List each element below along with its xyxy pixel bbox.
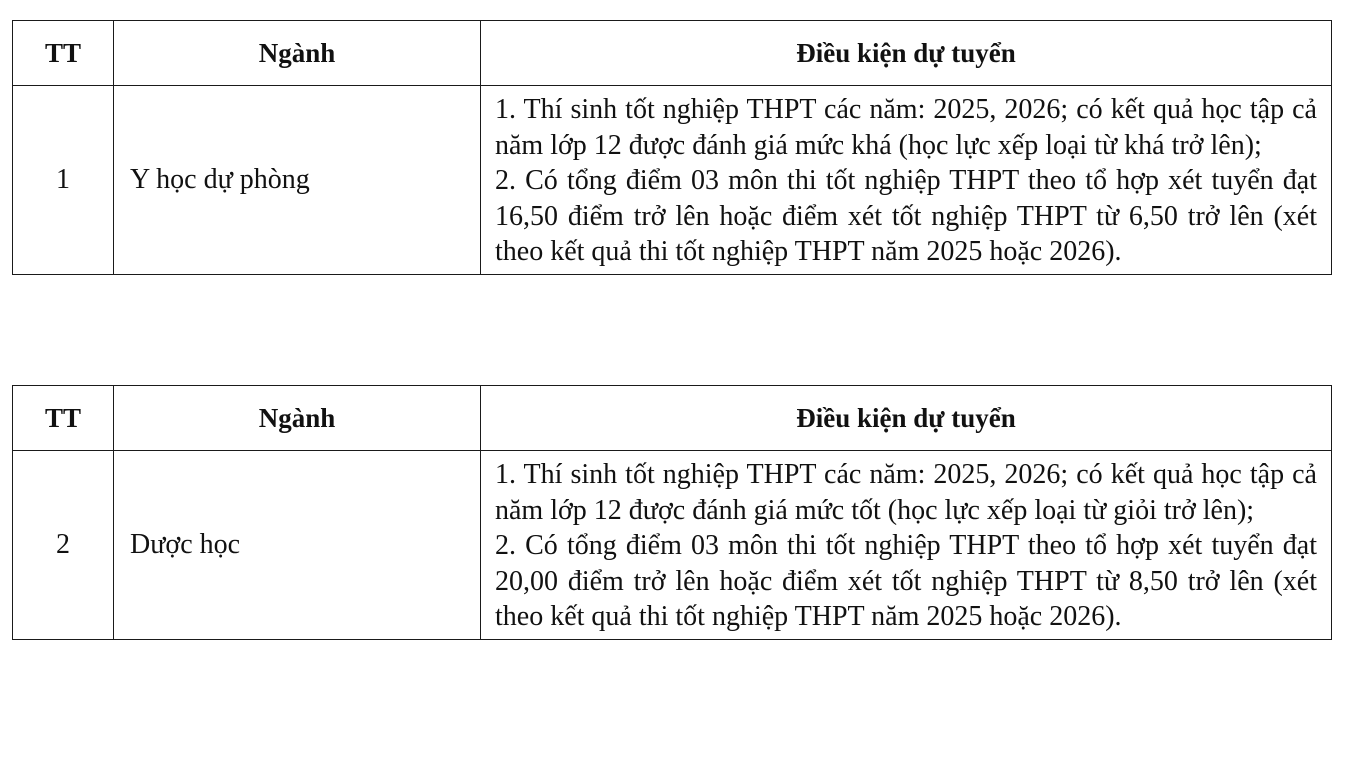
table-row <box>13 86 1332 275</box>
row-nganh: Dược học <box>114 451 481 640</box>
admission-table-1 <box>12 20 1332 275</box>
header-nganh: Ngành <box>114 386 481 451</box>
admission-table-2 <box>12 385 1332 640</box>
table-header-row <box>13 386 1332 451</box>
header-nganh: Ngành <box>114 21 481 86</box>
condition-1: 1. Thí sinh tốt nghiệp THPT các năm: 2025, 2026; có kết quả học tập cả năm lớp 12 được đánh giá mức khá (học lực xếp loại từ khá trở lên); <box>495 94 1317 161</box>
table-header-row <box>13 21 1332 86</box>
condition-1: 1. Thí sinh tốt nghiệp THPT các năm: 2025, 2026; có kết quả học tập cả năm lớp 12 được đánh giá mức tốt (học lực xếp loại từ giỏi trở lên); <box>495 459 1317 526</box>
header-dieu-kien: Điều kiện dự tuyển <box>481 21 1332 86</box>
table-row <box>13 451 1332 640</box>
row-nganh: Y học dự phòng <box>114 86 481 275</box>
header-dieu-kien: Điều kiện dự tuyển <box>481 386 1332 451</box>
row-dieu-kien <box>481 451 1332 640</box>
row-dieu-kien <box>481 86 1332 275</box>
condition-2: 2. Có tổng điểm 03 môn thi tốt nghiệp THPT theo tổ hợp xét tuyển đạt 16,50 điểm trở lên hoặc điểm xét tốt nghiệp THPT từ 6,50 trở lên (xét theo kết quả thi tốt nghiệp THPT năm 2025 hoặc 2026). <box>495 165 1317 267</box>
row-tt: 1 <box>13 86 114 275</box>
row-tt: 2 <box>13 451 114 640</box>
header-tt: TT <box>13 386 114 451</box>
condition-2: 2. Có tổng điểm 03 môn thi tốt nghiệp THPT theo tổ hợp xét tuyển đạt 20,00 điểm trở lên hoặc điểm xét tốt nghiệp THPT từ 8,50 trở lên (xét theo kết quả thi tốt nghiệp THPT năm 2025 hoặc 2026). <box>495 530 1317 632</box>
header-tt: TT <box>13 21 114 86</box>
